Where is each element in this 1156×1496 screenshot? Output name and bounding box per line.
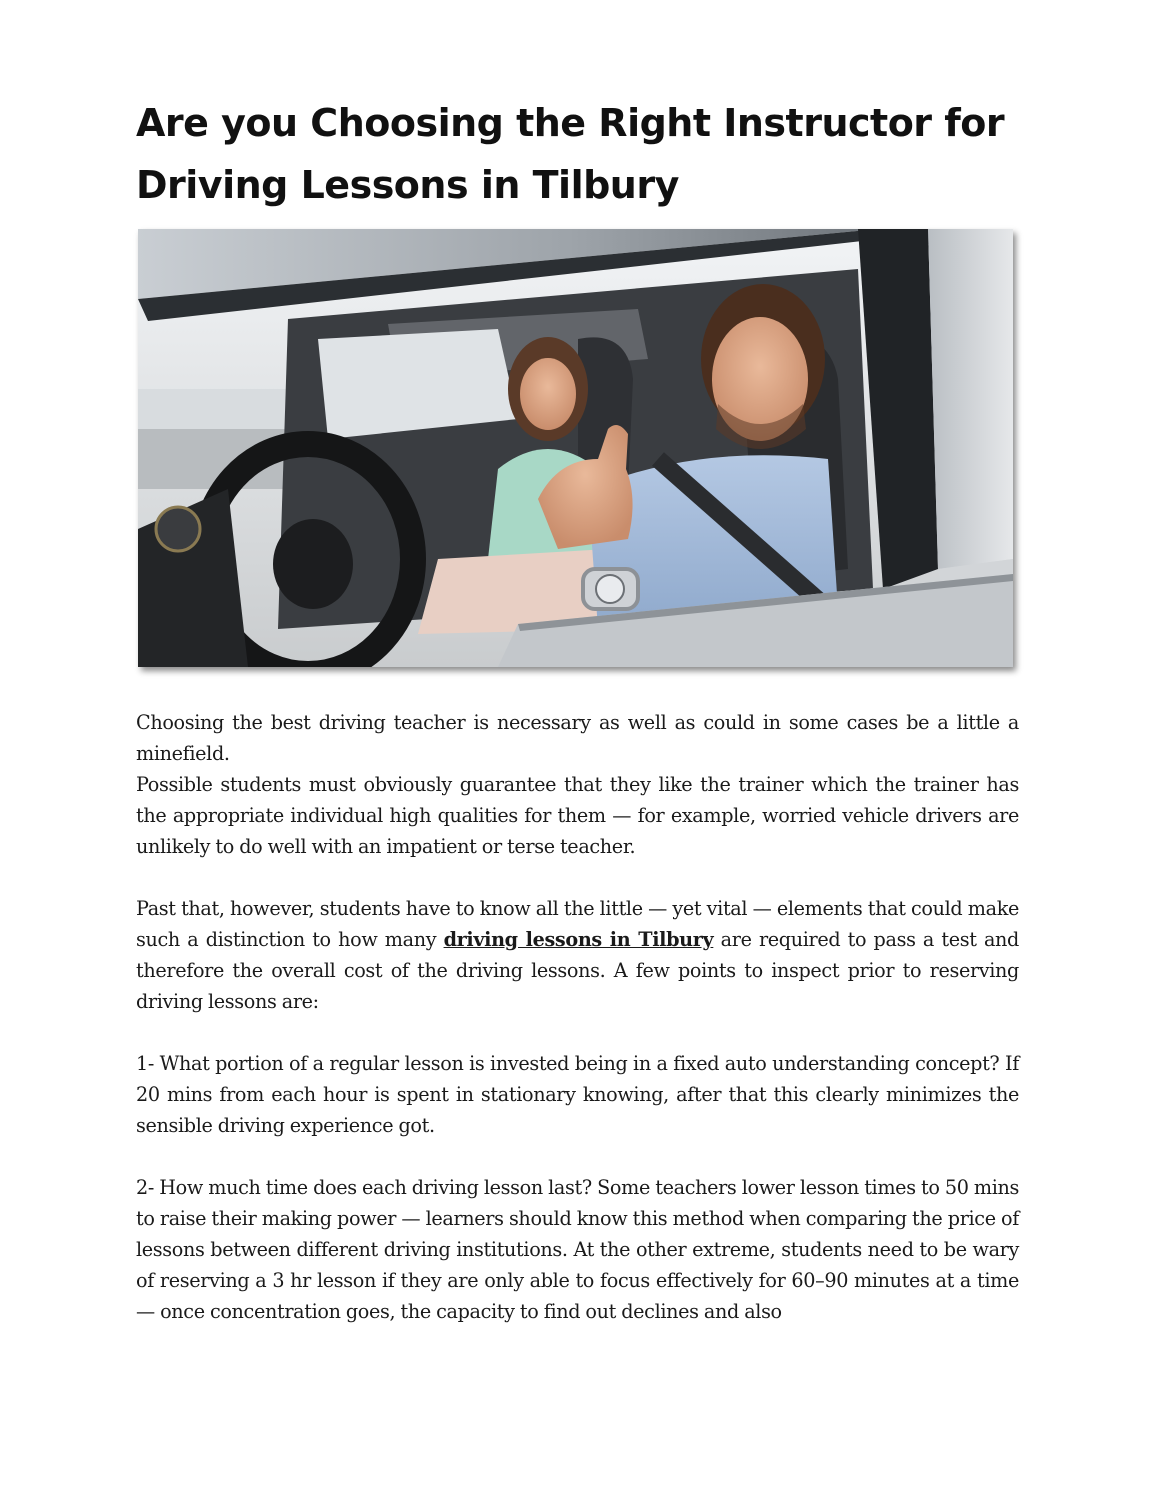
car-photo-illustration [138, 229, 1013, 667]
paragraph-elements-text-start: Past that, however, students have to know all the little — yet vital — elements that could make such a distinction to how many [136, 897, 1019, 951]
article-title: Are you Choosing the Right Instructor for Driving Lessons in Tilbury [136, 101, 1005, 207]
paragraph-point-2: 2- How much time does each driving lesson last? Some teachers lower lesson times to 50 mins to raise their making power — learners should know this method when comparing the price of lessons between different driving institutions. At the other extreme, students need to be wary of reserving a 3 hr lesson if they are only able to focus effectively for 60–90 minutes at a time — once concentration goes, the capacity to find out declines and also [136, 1176, 1019, 1323]
paragraph-elements-text-end: are required to pass a test and therefore the overall cost of the driving lessons. A few points to inspect prior to reserving driving lessons are: [136, 928, 1019, 1013]
paragraph-intro: Choosing the best driving teacher is necessary as well as could in some cases be a little a minefield. [136, 711, 1019, 765]
article-photo [138, 229, 1013, 667]
driving-lessons-tilbury-link[interactable]: driving lessons in Tilbury [443, 928, 714, 951]
paragraph-elements [136, 893, 1019, 1017]
article-body [136, 707, 1019, 1327]
paragraph-qualities: Possible students must obviously guarantee that they like the trainer which the trainer has the appropriate individual high qualities for them — for example, worried vehicle drivers are unlikely to do well with an impatient or terse teacher. [136, 773, 1019, 858]
paragraph-point-1: 1- What portion of a regular lesson is invested being in a fixed auto understanding concept? If 20 mins from each hour is spent in stationary knowing, after that this clearly minimizes the sensible driving experience got. [136, 1052, 1019, 1137]
